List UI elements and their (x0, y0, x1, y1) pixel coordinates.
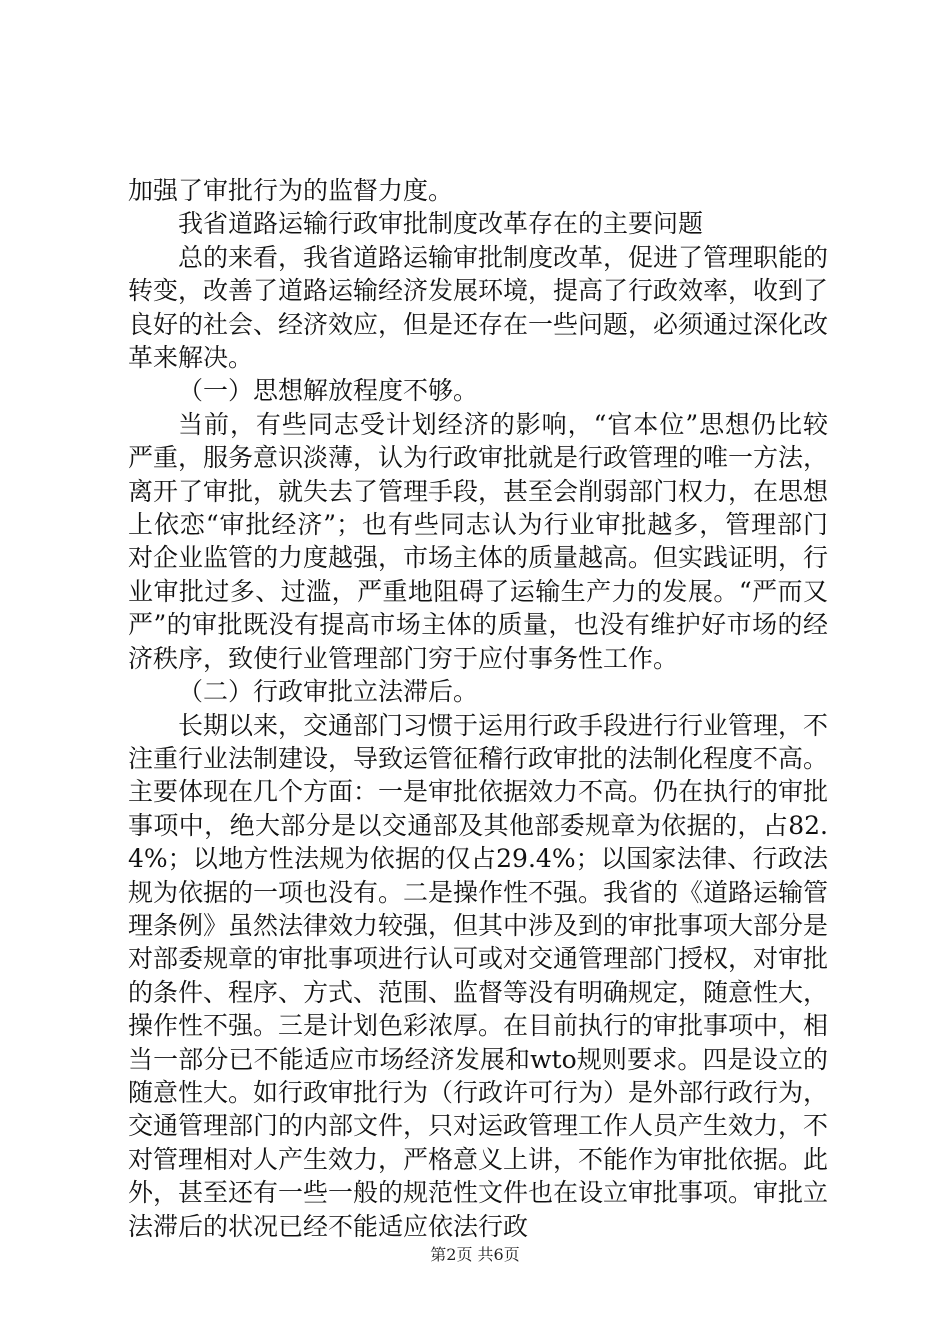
paragraph-1: 加强了审批行为的监督力度。 (128, 176, 454, 205)
paragraph-thought: 当前，有些同志受计划经济的影响，“官本位”思想仍比较严重，服务意识淡薄，认为行政审批就是行政管理的唯一方法，离开了审批，就失去了管理手段，甚至会削弱部门权力，在思想上依恋“审批经济”；也有些同志认为行业审批越多，管理部门对企业监管的力度越强，市场主体的质量越高。但实践证明，行业审批过多、过滥，严重地阻碍了运输生产力的发展。“严而又严”的审批既没有提高市场主体的质量，也没有维护好市场的经济秩序，致使行业管理部门穷于应付事务性工作。 (128, 409, 829, 673)
paragraph-legislation: 长期以来，交通部门习惯于运用行政手段进行行业管理，不注重行业法制建设，导致运管征稽行政审批的法制化程度不高。主要体现在几个方面：一是审批依据效力不高。仍在执行的审批事项中，绝大部分是以交通部及其他部委规章为依据的，占82.4%；以地方性法规为依据的仅占29.4%；以国家法律、行政法规为依据的一项也没有。二是操作性不强。我省的《道路运输管理条例》虽然法律效力较强，但其中涉及到的审批事项大部分是对部委规章的审批事项进行认可或对交通管理部门授权，对审批的条件、程序、方式、范围、监督等没有明确规定，随意性大，操作性不强。三是计划色彩浓厚。在目前执行的审批事项中，相当一部分已不能适应市场经济发展和wto规则要求。四是设立的随意性大。如行政审批行为（行政许可行为）是外部行政行为，交通管理部门的内部文件，只对运政管理工作人员产生效力，不对管理相对人产生效力，严格意义上讲，不能作为审批依据。此外，甚至还有一些一般的规范性文件也在设立审批事项。审批立法滞后的状况已经不能适应依法行政 (128, 710, 829, 1241)
section-heading-main-problems: 我省道路运输行政审批制度改革存在的主要问题 (178, 209, 704, 239)
paragraph-overview: 总的来看，我省道路运输审批制度改革，促进了管理职能的转变，改善了道路运输经济发展环境，提高了行政效率，收到了良好的社会、经济效应，但是还存在一些问题，必须通过深化改革来解决。 (128, 242, 829, 373)
subheading-two: （二）行政审批立法滞后。 (178, 677, 479, 707)
document-body (128, 174, 828, 1243)
page-footer: 第2页 共6页 (430, 1245, 520, 1264)
subheading-one: （一）思想解放程度不够。 (178, 376, 479, 406)
